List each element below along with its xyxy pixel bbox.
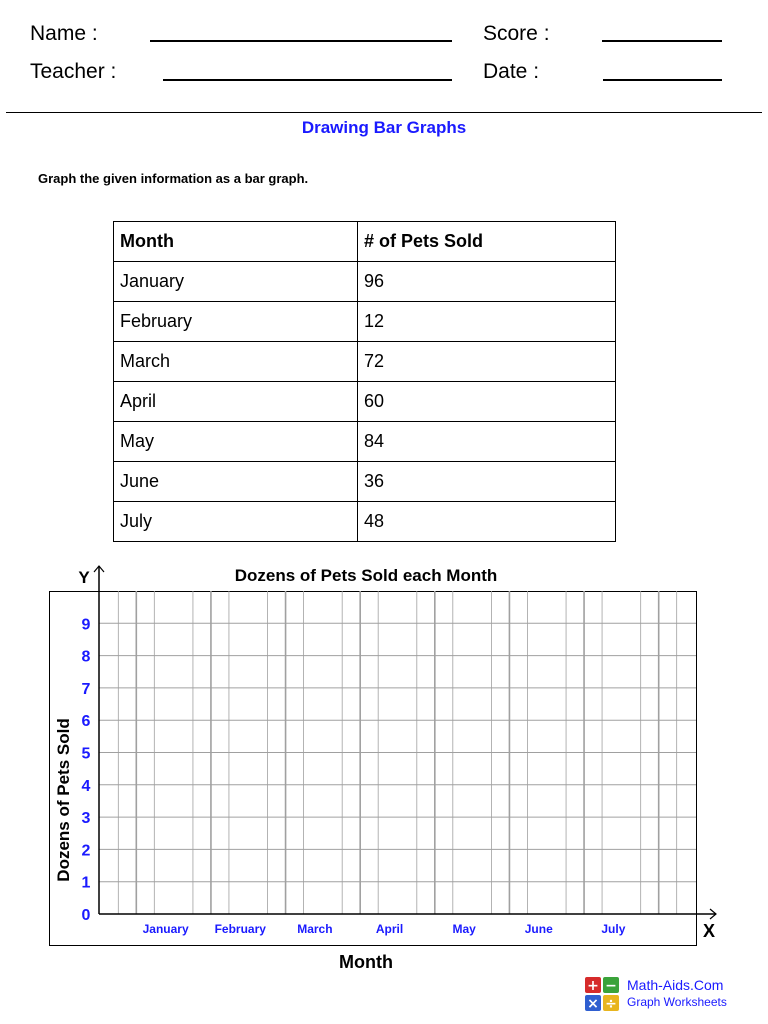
- pets-sold-cell: 72: [358, 342, 616, 382]
- logo-title[interactable]: Math-Aids.Com: [627, 977, 724, 993]
- x-category-label: March: [297, 922, 333, 936]
- pets-sold-cell: 36: [358, 462, 616, 502]
- month-cell: March: [114, 342, 358, 382]
- score-label: Score :: [483, 22, 550, 45]
- date-label: Date :: [483, 60, 540, 83]
- y-tick-label: 3: [81, 810, 91, 828]
- x-axis-label: Month: [339, 952, 393, 972]
- month-cell: May: [114, 422, 358, 462]
- logo-subtitle: Graph Worksheets: [627, 995, 727, 1009]
- pets-sold-cell: 12: [358, 302, 616, 342]
- y-axis-label: Dozens of Pets Sold: [54, 718, 73, 882]
- divide-symbol: ÷: [605, 996, 617, 1012]
- chart-title: Dozens of Pets Sold each Month: [234, 566, 498, 585]
- x-category-label: April: [375, 922, 404, 936]
- math-aids-logo: [584, 976, 620, 1017]
- month-cell: February: [114, 302, 358, 342]
- month-cell: June: [114, 462, 358, 502]
- y-tick-label: 8: [81, 648, 91, 666]
- y-tick-label: 2: [81, 842, 91, 860]
- month-cell: April: [114, 382, 358, 422]
- worksheet-title: Drawing Bar Graphs: [301, 118, 467, 137]
- pets-sold-cell: 48: [358, 502, 616, 542]
- math-aids-logo-icon: [584, 976, 620, 1012]
- plus-symbol: +: [587, 978, 599, 994]
- y-tick-label: 1: [81, 874, 91, 892]
- x-axis-letter: X: [702, 921, 716, 941]
- instructions: Graph the given information as a bar graph.: [38, 171, 309, 186]
- column-header-month: Month: [114, 222, 358, 262]
- y-tick-label: 0: [81, 907, 91, 924]
- y-tick-label: 5: [81, 745, 91, 763]
- y-tick-label: 7: [81, 680, 91, 698]
- x-category-label: February: [214, 922, 266, 936]
- x-category-label: January: [142, 922, 189, 936]
- pets-sold-cell: 84: [358, 422, 616, 462]
- x-category-label: May: [452, 922, 476, 936]
- pets-sold-cell: 60: [358, 382, 616, 422]
- month-cell: July: [114, 502, 358, 542]
- month-cell: January: [114, 262, 358, 302]
- x-category-label: July: [601, 922, 626, 936]
- name-label: Name :: [30, 22, 98, 45]
- y-tick-label: 6: [81, 713, 91, 731]
- times-symbol: ×: [587, 996, 599, 1012]
- y-tick-label: 4: [81, 777, 91, 795]
- minus-symbol: −: [605, 978, 617, 994]
- logo-text: [627, 977, 727, 1009]
- y-axis-letter: Y: [78, 568, 90, 587]
- y-tick-label: 9: [81, 616, 91, 634]
- teacher-label: Teacher :: [30, 60, 117, 83]
- column-header-pets-sold: # of Pets Sold: [358, 222, 616, 262]
- pets-sold-cell: 96: [358, 262, 616, 302]
- x-category-label: June: [524, 922, 553, 936]
